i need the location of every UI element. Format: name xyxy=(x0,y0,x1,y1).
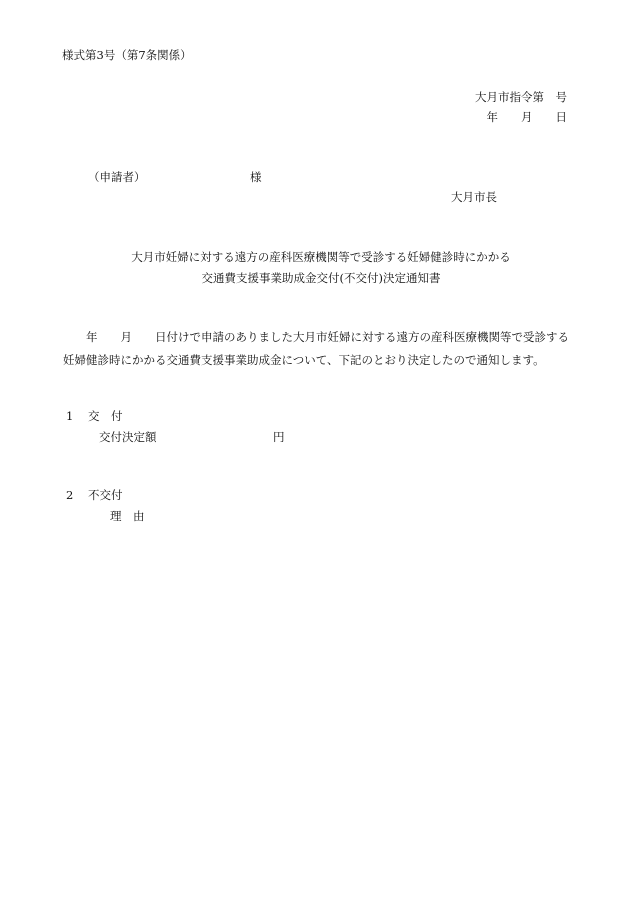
reason-label: 理 由 xyxy=(110,509,145,523)
yen-unit: 円 xyxy=(273,430,285,444)
document-title-line2: 交通費支援事業助成金交付(不交付)決定通知書 xyxy=(201,271,441,285)
honorific: 様 xyxy=(250,170,262,184)
body-text: 年 月 日付けで申請のありました大月市妊婦に対する遠方の産科医療機関等で受診する妊婦健診時にかかる交通費支援事業助成金について、下記のとおり決定したので通知します。 xyxy=(63,330,569,367)
document-title-line1: 大月市妊婦に対する遠方の産科医療機関等で受診する妊婦健診時にかかる xyxy=(131,250,511,264)
section2-number: 2 xyxy=(66,488,74,502)
section1-title: 交 付 xyxy=(88,409,123,423)
document-number: 大月市指令第 号 xyxy=(475,90,567,104)
form-header: 様式第3号（第7条関係） xyxy=(62,48,192,62)
section2-title: 不交付 xyxy=(88,488,123,502)
grant-amount-label: 交付決定額 xyxy=(99,430,157,444)
issue-date: 年 月 日 xyxy=(486,110,567,124)
applicant-label: （申請者） xyxy=(88,170,146,184)
section1-number: 1 xyxy=(66,409,74,423)
issuer-name: 大月市長 xyxy=(451,190,497,204)
